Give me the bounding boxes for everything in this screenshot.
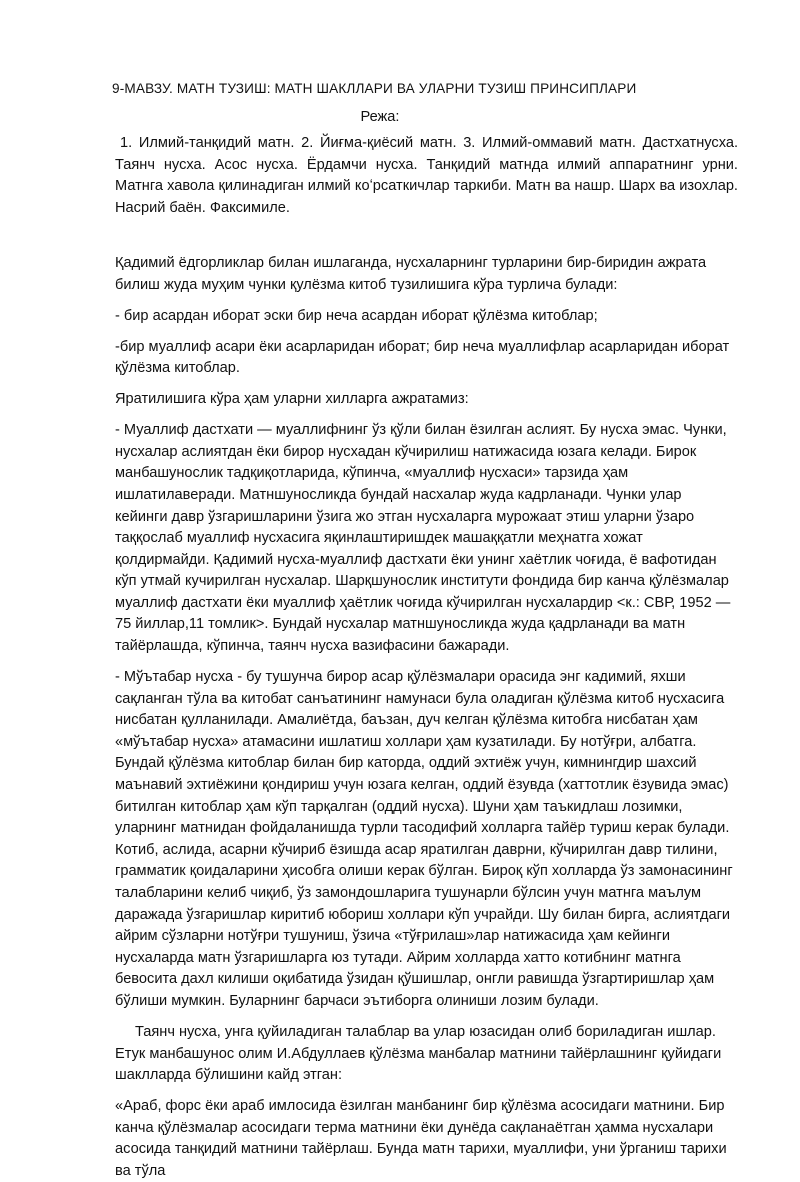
document-title: 9-МАВЗУ. МАТН ТУЗИШ: МАТН ШАКЛЛАРИ ВА УЛАРНИ ТУЗИШ ПРИНСИПЛАРИ: [112, 81, 637, 96]
paragraph-author-autograph: - Муаллиф дастхати — муаллифнинг ўз қўли билан ёзилган аслият. Бу нусха эмас. Чунки, нусхалар аслиятдан ёки бирор нусхадан кўчирилиш натижасида юзага келади. Бирок манбашунослик тадқиқотларида, кўпинча, «муаллиф нусхаси» тарзида ҳам ишлатилаверади. Матншуносликда бундай насхалар жуда кадрланади. Чунки улар кейинги давр ўзгаришларини ўзига жо этган нусхаларга мурожаат этиш уларни ўзаро таққослаб муаллиф нусхасига яқинлаштиришдек машаққатли меҳнатга хожат қолдирмайди. Қадимий нусха-муаллиф дастхати ёки унинг хаётлик чоғида, ё вафотидан кўп утмай кучирилган нусхалар. Шарқшунослик институти фондида бир канча қўлёзмалар муаллиф дастхати ёки муаллиф ҳаётлик чоғида кўчирилган нусхалардир <к.: СВР, 1952 —75 йиллар,11 томлик>. Бундай нусхалар матншуносликда жуда қадрланади ва матн тайёрлашда, кўпинча, таянч нусха вазифасини бажаради.: [115, 422, 731, 655]
document-body: [115, 253, 738, 1182]
paragraph-authoritative-copy: - Мўътабар нусха - бу тушунча бирор асар қўлёзмалари орасида энг кадимий, яхши сақланган тўла ва китобат санъатининг намунаси була оладиган қўлёзма китоб нусхасига нисбатан қулланилади. Амалиётда, баъзан, дуч келган қўлёзма китобга нисбатан ҳам «мўътабар нусха» атамасини ишлатиш холлари ҳам кузатилади. Бу нотўғри, албатга. Бундай қўлёзма китоблар билан бир каторда, оддий эхтиёж учун, кимнингдир шахсий маънавий эхтиёжини қондириш учун юзага келган, оддий ёзувда (хаттотлик ёзувида эмас) битилган китоблар ҳам кўп тарқалган (оддий нусха). Шуни ҳам таъкидлаш лозимки, уларнинг матнидан фойдаланишда турли тасодифий холларга тайёр туриш керак булади. Котиб, аслида, асарни кўчириб ёзишда асар яратилган даврни, кўчирилган давр тилини, грамматик қоидаларини ҳисобга олиши керак бўлган. Бироқ кўп холларда ўз замонасининг талабларини келиб чиқиб, ўз замондошларига тушунарли бўлсин учун матнга маълум даражада ўзгаришлар киритиб юбориш холлари кўп учрайди. Шу билан бирга, аслиятдаги айрим сўзларни нотўғри тушуниш, ўзича «тўғрилаш»лар натижасида ҳам кейинги нусхаларда матн ўзгаришларга юз тутади. Айрим холларда хатто котибнинг матнга бевосита дахл килиши оқибатида ўзидан қўшишлар, онгли равишда ўзгартиришлар ҳам бўлиши мумкин. Буларнинг барчаси эътиборга олиниши лозим булади.: [115, 669, 733, 1009]
plan-text: 1. Илмий-танқидий матн. 2. Йиғма-қиёсий матн. 3. Илмий-оммавий матн. Дастхатнусха. Таянч нусха. Асос нусха. Ёрдамчи нусха. Танқидий матнда илмий аппаратнинг урни. Матнга хавола қилинадиган илмий коʻрсаткичлар таркиби. Матн ва нашр. Шарх ва изохлар. Насрий баён. Факсимиле.: [115, 135, 738, 216]
paragraph-classification: Яратилишига кўра ҳам уларни хилларга ажратамиз:: [115, 391, 469, 408]
plan-heading: Режа:: [360, 109, 400, 125]
paragraph-intro: Қадимий ёдгорликлар билан ишлаганда, нусхаларнинг турларини бир-биридин ажрата билиш жуда муҳим чунки қулёзма китоб тузилишига кўра турлича булади:: [115, 255, 707, 293]
list-item: - бир асардан иборат эски бир неча асардан иборат қўлёзма китоблар;: [115, 307, 598, 324]
paragraph-quote: «Араб, форс ёки араб имлосида ёзилган манбанинг бир қўлёзма асосидаги матнини. Бир канча қўлёзмалар асосидаги терма матнини ёки дунёда сақланаётган ҳамма нусхалари асосида танқидий матнини тайёрлаш. Бунда матн тарихи, муаллифи, уни ўрганиш тарихи ва тўла: [115, 1098, 727, 1179]
list-item: -бир муаллиф асари ёки асарларидан иборат; бир неча муаллифлар асарларидан иборат қўлёзма китоблар.: [115, 338, 730, 377]
paragraph-base-copy: Таянч нусха, унга қуйиладиган талаблар ва улар юзасидан олиб бориладиган ишлар. Етук манбашунос олим И.Абдуллаев қўлёзма манбалар матнини тайёрлашнинг қуйидаги шаклларда бўлишини кайд этган:: [115, 1023, 722, 1084]
